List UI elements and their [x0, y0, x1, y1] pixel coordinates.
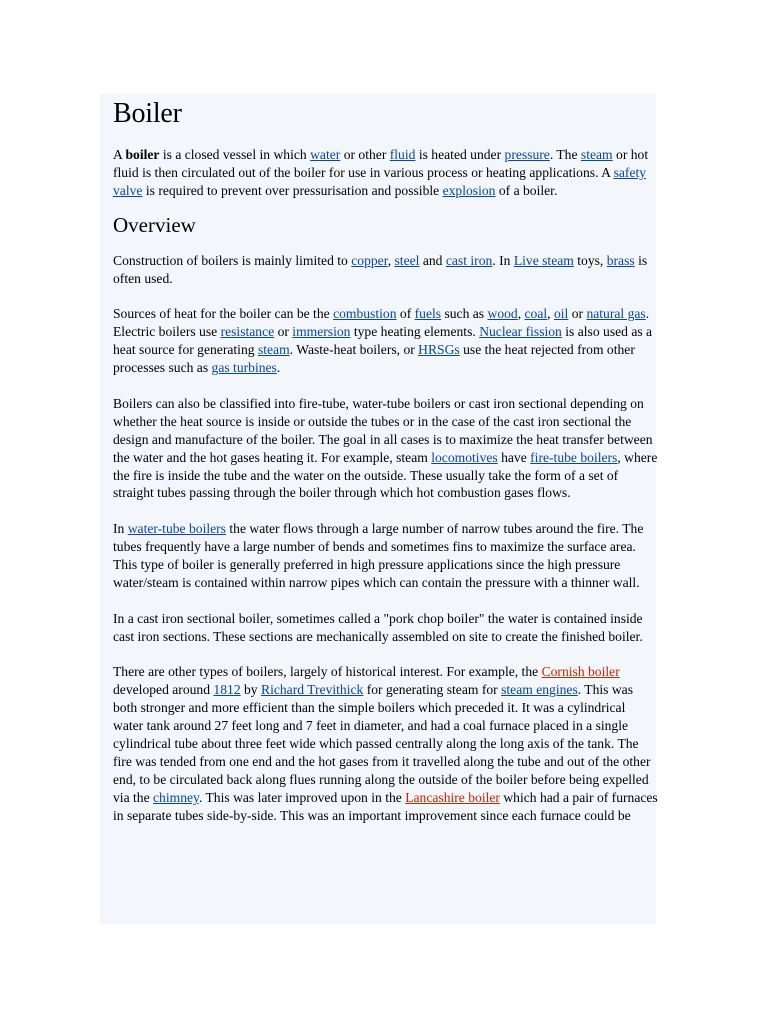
section-heading-overview: Overview: [113, 212, 196, 237]
link-lancashire-boiler[interactable]: Lancashire boiler: [405, 789, 500, 805]
link-fire-tube-boilers[interactable]: fire-tube boilers: [530, 449, 618, 465]
link-coal[interactable]: coal: [524, 306, 548, 322]
link-pressure[interactable]: pressure: [504, 147, 550, 162]
link-richard-trevithick[interactable]: Richard Trevithick: [261, 682, 364, 698]
link-live-steam[interactable]: Live steam: [513, 252, 574, 268]
link-steam-2[interactable]: steam: [257, 342, 290, 358]
link-hrsgs[interactable]: HRSGs: [418, 342, 460, 358]
link-combustion[interactable]: combustion: [333, 306, 397, 322]
page-title: Boiler: [113, 98, 182, 129]
paragraph-heat-sources: Sources of heat for the boiler can be the combustion of fuels such as wood, coal, oil or natural gas. Electric boilers use resistance or immersion type heating elements. Nuclear fission is also used as a heat source for generating steam. Waste-heat boilers, or HRSGs use the heat rejected from other processes such as gas turbines.: [113, 306, 653, 376]
link-natural-gas[interactable]: natural gas: [586, 306, 646, 322]
link-oil[interactable]: oil: [553, 306, 569, 322]
link-locomotives[interactable]: locomotives: [431, 449, 498, 465]
link-water-tube-boilers[interactable]: water-tube boilers: [127, 521, 226, 537]
article-content: [113, 94, 658, 924]
link-steam[interactable]: steam: [580, 147, 613, 162]
link-safety-valve[interactable]: safety valve: [113, 164, 647, 198]
link-brass[interactable]: brass: [606, 252, 635, 268]
link-steam-engines[interactable]: steam engines: [501, 682, 578, 698]
link-steel[interactable]: steel: [394, 252, 420, 268]
paragraph-classification: Boilers can also be classified into fire-tube, water-tube boilers or cast iron sectional depending on whether the heat source is inside or outside the tubes or in the case of the cast iron sectional the design and manufacture of the boiler. The goal in all cases is to maximize the heat transfer between the water and the hot gases heating it. For example, steam locomotives have fire-tube boilers, where the fire is inside the tube and the water on the outside. These usually take the form of a set of straight tubes passing through the boiler through which hot combustion gases flows.: [113, 395, 658, 501]
link-cornish-boiler[interactable]: Cornish boiler: [541, 664, 620, 680]
link-explosion[interactable]: explosion: [442, 182, 496, 198]
link-nuclear-fission[interactable]: Nuclear fission: [479, 324, 562, 340]
paragraph-cast-iron-sectional: In a cast iron sectional boiler, sometimes called a "pork chop boiler" the water is contained inside cast iron sections. These sections are mechanically assembled on site to create the finished boiler.: [113, 610, 643, 644]
link-copper[interactable]: copper: [351, 252, 388, 268]
intro-paragraph: A boiler is a closed vessel in which water or other fluid is heated under pressure. The steam or hot fluid is then circulated out of the boiler for use in various process or heating applications. A safety valve is required to prevent over pressurisation and possible explosion of a boiler.: [113, 147, 649, 198]
link-chimney[interactable]: chimney: [153, 789, 199, 805]
link-water[interactable]: water: [310, 147, 341, 162]
link-cast-iron[interactable]: cast iron: [445, 252, 493, 268]
link-immersion[interactable]: immersion: [292, 324, 351, 340]
link-resistance[interactable]: resistance: [220, 324, 275, 340]
paragraph-historical: There are other types of boilers, largely of historical interest. For example, the Cornish boiler developed around 1812 by Richard Trevithick for generating steam for steam engines. This was both stronger and more efficient than the simple boilers which preceded it. It was a cylindrical water tank around 27 feet long and 7 feet in diameter, and had a coal furnace placed in a single cylindrical tube about three feet wide which passed centrally along the long axis of the tank. The fire was tended from one end and the hot gases from it travelled along the tube and out of the other end, to be circulated back along flues running along the outside of the boiler before being expelled via the chimney. This was later improved upon in the Lancashire boiler which had a pair of furnaces in separate tubes side-by-side. This was an important improvement since each furnace could be: [113, 664, 658, 823]
paragraph-construction: Construction of boilers is mainly limited to copper, steel and cast iron. In Live steam toys, brass is often used.: [113, 252, 648, 286]
link-1812[interactable]: 1812: [213, 682, 241, 698]
bold-term-boiler: boiler: [125, 147, 160, 162]
link-gas-turbines[interactable]: gas turbines: [211, 360, 277, 376]
link-wood[interactable]: wood: [487, 306, 518, 322]
link-fuels[interactable]: fuels: [414, 306, 442, 322]
paragraph-water-tube: In water-tube boilers the water flows through a large number of narrow tubes around the fire. The tubes frequently have a large number of bends and sometimes fins to maximize the surface area. This type of boiler is generally preferred in high pressure applications since the high pressure water/steam is contained within narrow pipes which can contain the pressure with a thinner wall.: [113, 521, 644, 590]
link-fluid[interactable]: fluid: [389, 147, 416, 162]
